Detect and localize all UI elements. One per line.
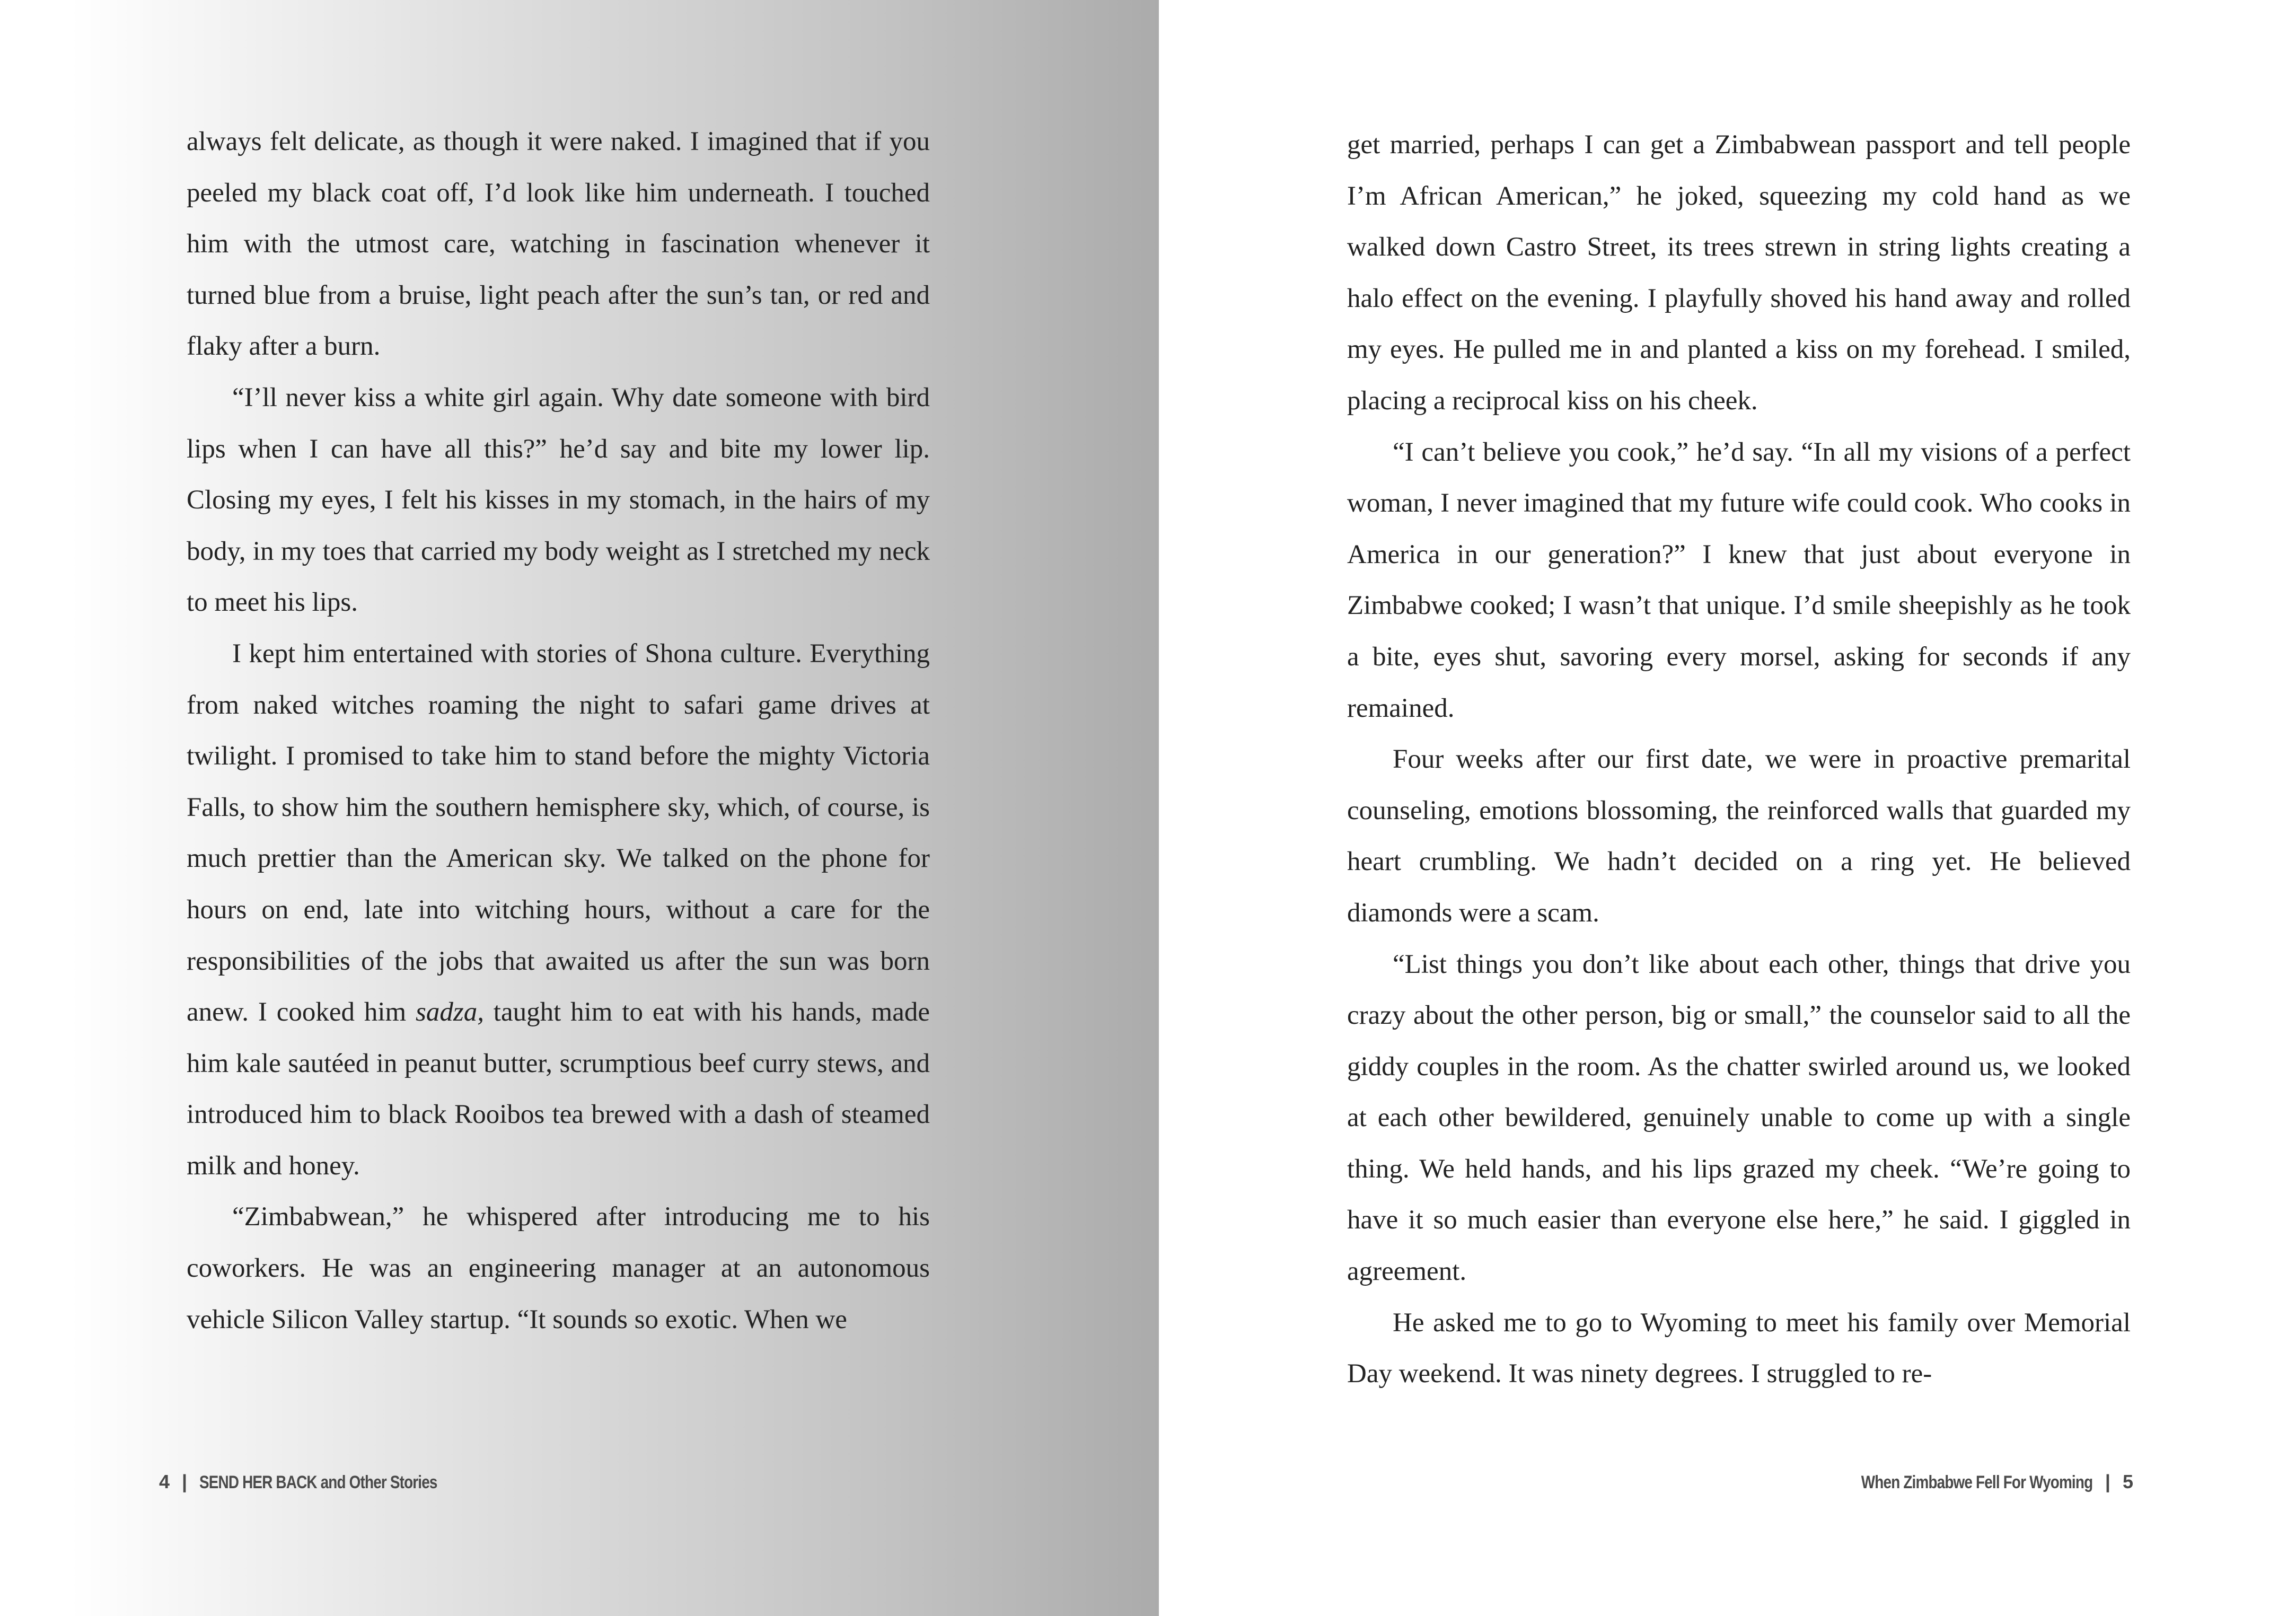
footer-separator: | [182, 1471, 187, 1492]
paragraph-text: He asked me to go to Wyoming to meet his family over Memorial Day weekend. It was ninety degrees. I struggled to re- [1347, 1307, 2131, 1389]
paragraph-text: Four weeks after our first date, we were in proactive premarital counseling, emotions blossoming, the reinforced walls that guarded my heart crumbling. We hadn’t decided on a ring yet. He believed diamonds were a scam. [1347, 744, 2131, 928]
page-number: 4 [159, 1471, 170, 1492]
right-page-footer [1810, 1470, 2133, 1495]
paragraph-text: “I can’t believe you cook,” he’d say. “In all my visions of a perfect woman, I never imagined that my future wife could cook. Who cooks in America in our generation?” I knew that just about everyone in Zimbabwe cooked; I wasn’t that unique. I’d smile sheepishly as he took a bite, eyes shut, savoring every morsel, asking for seconds if any remained. [1347, 437, 2131, 723]
left-page-footer [159, 1470, 489, 1495]
page-number: 5 [2122, 1471, 2133, 1492]
right-page [1159, 0, 2296, 1616]
paragraph-text: get married, perhaps I can get a Zimbabwean passport and tell people I’m African American,” he joked, squeezing my cold hand as we walked down Castro Street, its trees strewn in string lights creating a halo effect on the evening. I playfully shoved his hand away and rolled my eyes. He pulled me in and planted a kiss on my forehead. I smiled, placing a reciprocal kiss on his cheek. [1347, 130, 2131, 416]
paragraph [187, 1191, 930, 1345]
paragraph-text: “I’ll never kiss a white girl again. Why date someone with bird lips when I can have all this?” he’d say and bite my lower lip. Closing my eyes, I felt his kisses in my stomach, in the hairs of my body, in my toes that carried my body weight as I stretched my neck to meet his lips. [187, 382, 930, 618]
italic-word: sadza, [416, 997, 484, 1027]
paragraph-text: taught him to eat with his hands, made him kale sautéed in peanut butter, scrumptious beef curry stews, and introduced him to black Rooibos tea brewed with a dash of steamed milk and honey. [187, 997, 930, 1181]
paragraph [1347, 939, 2131, 1297]
paragraph-text: “List things you don’t like about each other, things that drive you crazy about the other person, big or small,” the counselor said to all the giddy couples in the room. As the chatter swirled around us, we looked at each other bewildered, genuinely unable to come up with a single thing. We held hands, and his lips grazed my cheek. “We’re going to have it so much easier than everyone else here,” he said. I giggled in agreement. [1347, 949, 2131, 1287]
right-page-body [1347, 119, 2131, 1400]
paragraph [187, 628, 930, 1192]
paragraph-text: always felt delicate, as though it were naked. I imagined that if you peeled my black coat off, I’d look like him underneath. I touched him with the utmost care, watching in fascination whenever it turned blue from a bruise, light peach after the sun’s tan, or red and flaky after a burn. [187, 127, 930, 362]
paragraph [1347, 734, 2131, 938]
left-page-body [187, 116, 930, 1345]
paragraph [187, 372, 930, 628]
paragraph [1347, 119, 2131, 427]
footer-separator: | [2105, 1471, 2110, 1492]
paragraph-text: I kept him entertained with stories of Shona culture. Everything from naked witches roaming the night to safari game drives at twilight. I promised to take him to stand before the mighty Victoria Falls, to show him the southern hemisphere sky, which, of course, is much prettier than the American sky. We talked on the phone for hours on end, late into witching hours, without a care for the responsibilities of the jobs that awaited us after the sun was born anew. I cooked him [187, 638, 930, 1027]
running-header-book-title: SEND HER BACK and Other Stories [199, 1472, 437, 1492]
running-header-chapter-title: When Zimbabwe Fell For Wyoming [1861, 1472, 2092, 1492]
paragraph [1347, 1297, 2131, 1400]
paragraph [1347, 427, 2131, 734]
paragraph-text: “Zimbabwean,” he whispered after introducing me to his coworkers. He was an engineering manager at an autonomous vehicle Silicon Valley startup. “It sounds so exotic. When we [187, 1202, 930, 1334]
paragraph [187, 116, 930, 372]
